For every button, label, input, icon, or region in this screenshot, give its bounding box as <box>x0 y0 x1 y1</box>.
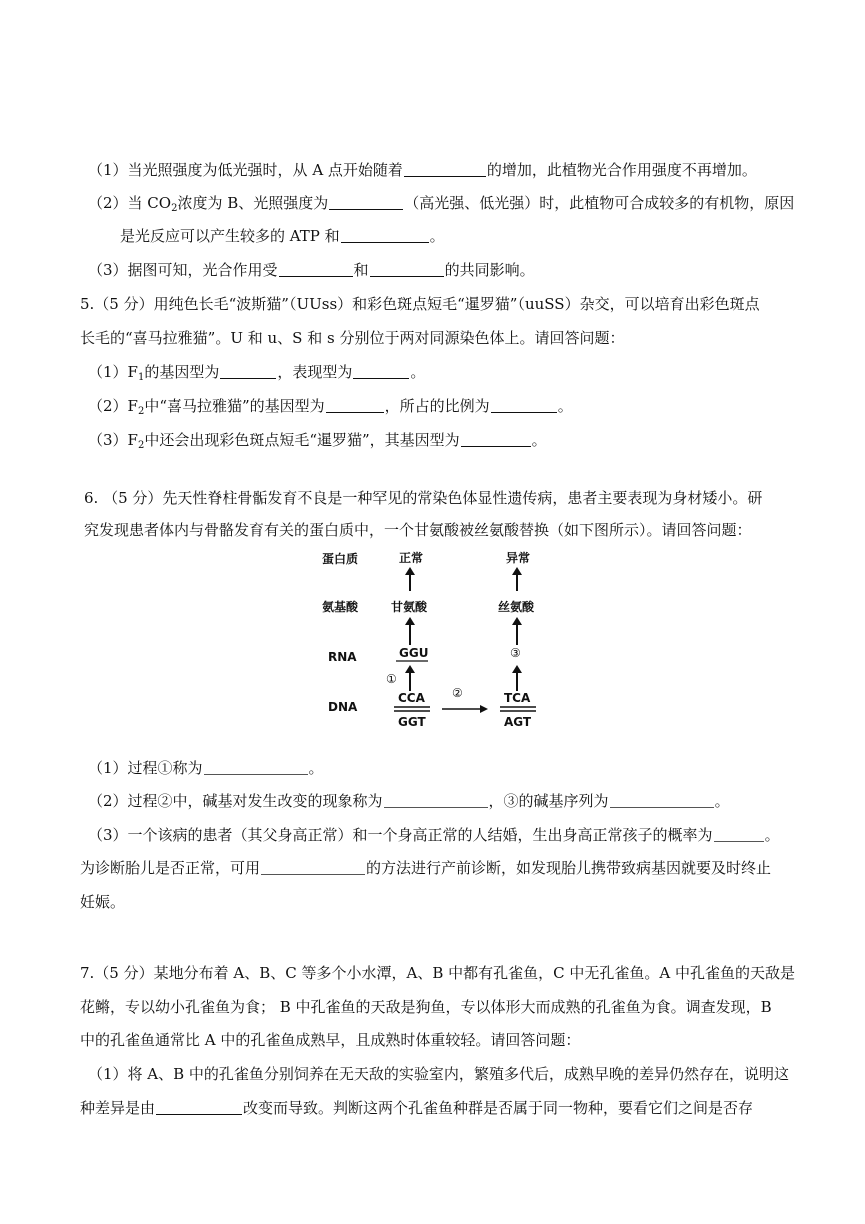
q6-sub2: （2）过程②中，碱基对发生改变的现象称为 ，③的碱基序列为 。 <box>88 792 730 810</box>
q5-sub3: $(3)F_2$中还会出现彩色斑点短毛“暹罗猫”，其基因型为 。 <box>88 431 547 451</box>
label-dna-bottom-normal: GGT <box>398 715 426 729</box>
answer-blank[interactable] <box>341 227 429 243</box>
label-dna-top-mutant: TCA <box>504 691 531 705</box>
answer-blank[interactable] <box>329 194 403 210</box>
answer-blank[interactable] <box>279 261 353 277</box>
q6-sub3-cont: 为诊断胎儿是否正常，可用 的方法进行产前诊断，如发现胎儿携带致病基因就要及时终止 <box>80 859 772 877</box>
label-step2: ② <box>452 686 463 700</box>
arrowhead-icon <box>512 665 522 673</box>
answer-blank[interactable] <box>326 397 384 413</box>
label-glycine: 甘氨酸 <box>391 600 428 614</box>
q4-sub3: （3）据图可知，光合作用受 和 的共同影响。 <box>88 261 535 279</box>
answer-blank[interactable] <box>491 397 557 413</box>
q6-intro-line2: 究发现患者体内与骨骼发育有关的蛋白质中，一个甘氨酸被丝氨酸替换（如下图所示）。请回答问题： <box>84 521 752 539</box>
q6-sub3: （3）一个该病的患者（其父身高正常）和一个身高正常的人结婚，生出身高正常孩子的概率为 。 <box>88 826 780 844</box>
answer-blank[interactable] <box>404 161 486 177</box>
arrowhead-icon <box>512 567 522 575</box>
q7-intro-line2: 花鳉，专以幼小孔雀鱼为食； B 中孔雀鱼的天敌是狗鱼，专以体形大而成熟的孔雀鱼为食。调查发现，B <box>80 998 772 1016</box>
row-label-dna: DNA <box>328 700 358 714</box>
answer-blank[interactable] <box>714 826 764 842</box>
q6-sub1: （1）过程①称为 。 <box>88 759 324 777</box>
answer-blank[interactable] <box>461 431 531 447</box>
answer-blank[interactable] <box>261 859 365 875</box>
answer-blank[interactable] <box>220 363 276 379</box>
arrowhead-icon <box>405 665 415 673</box>
label-normal: 正常 <box>399 551 424 565</box>
row-label-amino-acid: 氨基酸 <box>322 600 359 614</box>
answer-blank[interactable] <box>610 792 714 808</box>
label-rna-normal: GGU <box>399 646 429 660</box>
q6-intro-line1: 6. （5 分）先天性脊柱骨骺发育不良是一种罕见的常染色体显性遗传病，患者主要表现为身材矮小。研 <box>84 489 763 507</box>
q7-sub1: （1）将 A、B 中的孔雀鱼分别饲养在无天敌的实验室内，繁殖多代后，成熟早晚的差异仍然存在，说明这 <box>88 1065 789 1083</box>
gene-expression-diagram <box>322 545 542 730</box>
q5-intro-line2: 长毛的“喜马拉雅猫”。U 和 u、S 和 s 分别位于两对同源染色体上。请回答问题： <box>80 329 625 347</box>
answer-blank[interactable] <box>204 759 308 775</box>
answer-blank[interactable] <box>384 792 488 808</box>
q4-sub2-cont: 是光反应可以产生较多的 ATP 和 。 <box>120 227 445 245</box>
row-label-protein: 蛋白质 <box>322 552 359 566</box>
label-dna-top-normal: CCA <box>398 691 425 705</box>
label-serine: 丝氨酸 <box>498 600 535 614</box>
label-abnormal: 异常 <box>506 551 531 565</box>
label-dna-bottom-mutant: AGT <box>504 715 532 729</box>
q6-sub3-end: 妊娠。 <box>80 893 126 911</box>
q7-intro-line1: 7.（5 分）某地分布着 A、B、C 等多个小水潭，A、B 中都有孔雀鱼，C 中无孔雀鱼。A 中孔雀鱼的天敌是 <box>80 964 795 982</box>
q4-sub2: （2）当 $CO_2$浓度为 B、光照强度为 （高光强、低光强）时，此植物可合成较多的有机物，原因 <box>88 194 795 214</box>
q5-sub1: $(1)F_1$的基因型为 ，表现型为 。 <box>88 363 426 383</box>
arrowhead-icon <box>480 705 488 713</box>
answer-blank[interactable] <box>370 261 444 277</box>
q5-intro-line1: 5.（5 分）用纯色长毛“波斯猫”（UUss）和彩色斑点短毛“暹罗猫”（uuSS）杂交，可以培育出彩色斑点 <box>80 295 760 313</box>
label-step3: ③ <box>510 646 521 660</box>
answer-blank[interactable] <box>156 1099 242 1115</box>
q4-sub1: （1）当光照强度为低光强时，从 A 点开始随着 的增加，此植物光合作用强度不再增加。 <box>88 161 757 179</box>
row-label-rna: RNA <box>328 650 357 664</box>
q5-sub2: $(2)F_2$中“喜马拉雅猫”的基因型为 ，所占的比例为 。 <box>88 397 573 417</box>
answer-blank[interactable] <box>353 363 409 379</box>
arrowhead-icon <box>512 617 522 625</box>
label-step1: ① <box>386 672 397 686</box>
q7-intro-line3: 中的孔雀鱼通常比 A 中的孔雀鱼成熟早，且成熟时体重较轻。请回答问题： <box>80 1031 581 1049</box>
q7-sub1-cont: 种差异是由 改变而导致。判断这两个孔雀鱼种群是否属于同一物种，要看它们之间是否存 <box>80 1099 754 1117</box>
arrowhead-icon <box>405 617 415 625</box>
arrowhead-icon <box>405 567 415 575</box>
